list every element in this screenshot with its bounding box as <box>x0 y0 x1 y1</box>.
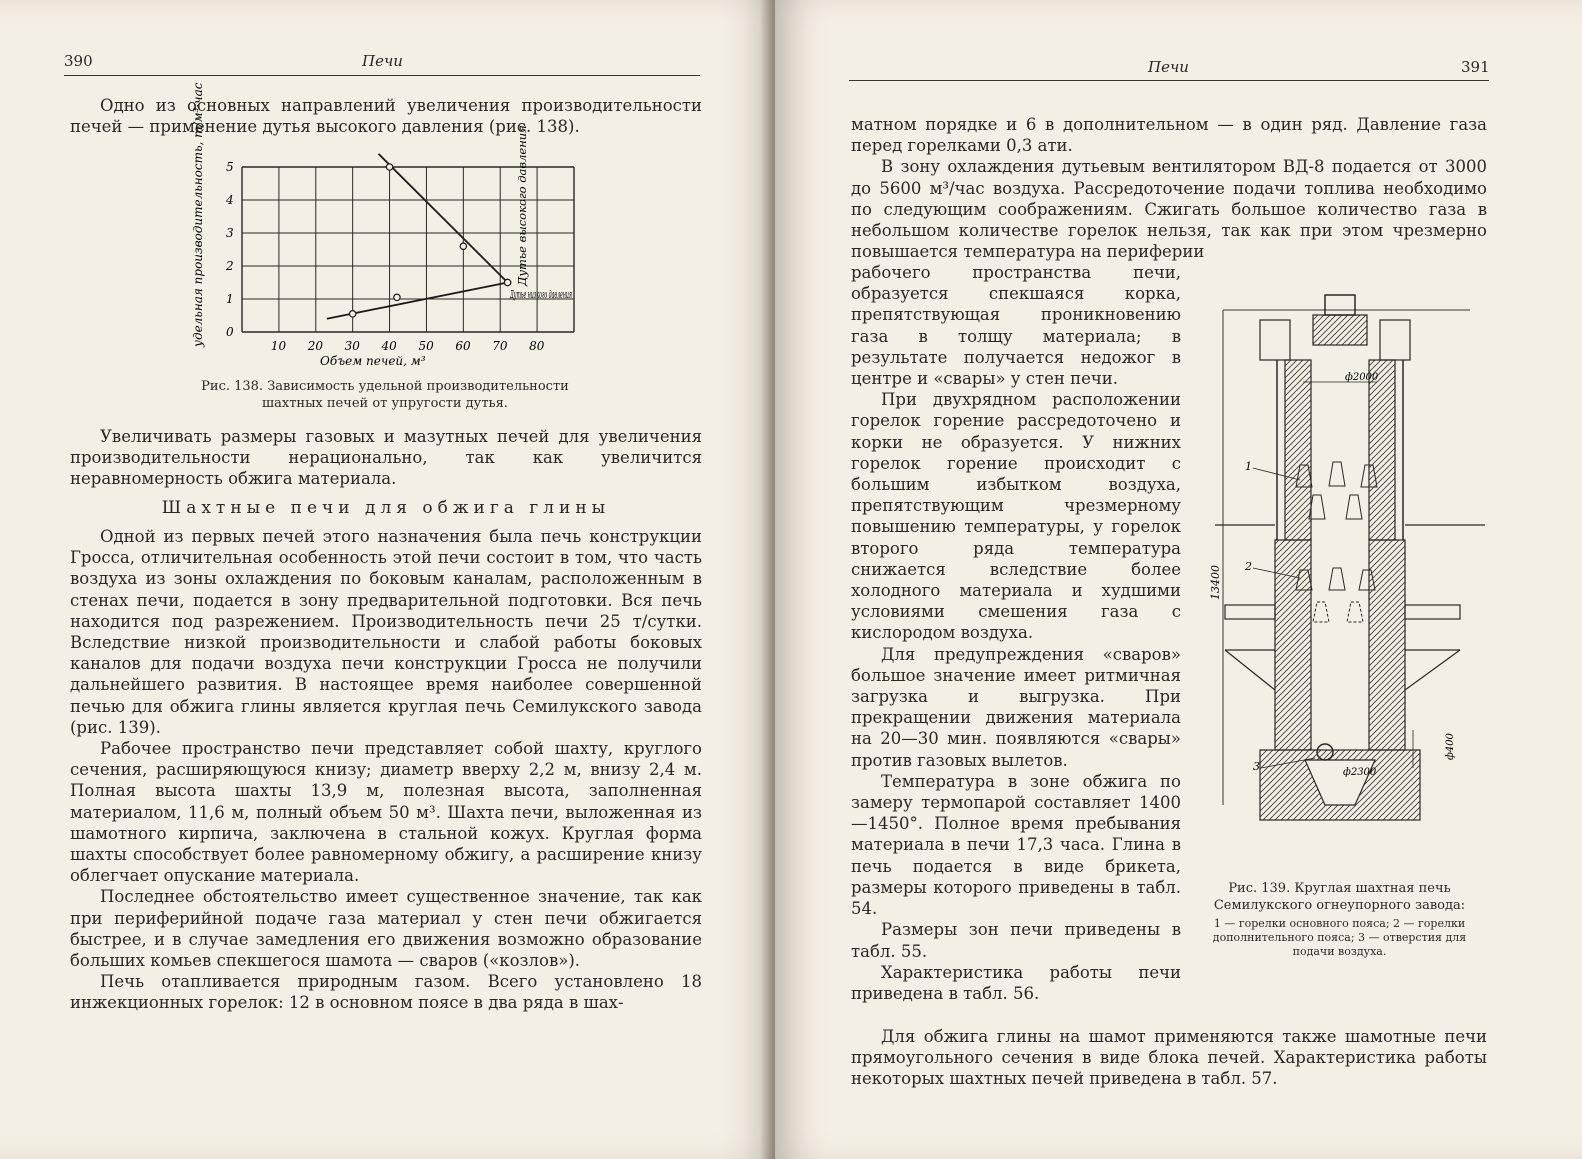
paragraph-continuation: матном порядке и 6 в дополнительном — в один ряд. Давление газа перед горелками 0,3 ати. <box>851 115 1487 156</box>
callout-3: 3 <box>1253 760 1260 773</box>
paragraph-cooling: В зону охлаждения дутьевым вентилятором ВД-8 подается от 3000 до 5600 м³/час воздуха. Рассредоточение подачи топлива необходимо по следующим соображениям. Сжигать большое количество газа в небольшом количестве горелок нельзя, так как при этом чрезмерно повышается температура на периферии <box>851 157 1487 262</box>
left-page <box>0 0 775 1159</box>
left-header-rule <box>64 75 700 76</box>
x-tick-label: 50 <box>418 339 434 353</box>
paragraph-temperature: Температура в зоне обжига по замеру термопарой составляет 1400—1450°. Полное время пребывания материала в печи 17,3 часа. Глина в печь подается в виде брикета, размеры которого приведены в табл. 54. <box>851 771 1181 919</box>
section-heading: Шахтные печи для обжига глины <box>161 498 611 518</box>
paragraph-two-row: При двухрядном расположении горелок горение рассредоточено и корки не образуется. У нижних горелок горение происходит с большим избытком воздуха, препятствующим чрезмерному повышению температуры, у горелок второго ряда температура снижается вследствие более холодного материала и худшими условиями смешения газа с кислородом воздуха. <box>851 390 1181 643</box>
series-label-high-text: Дутье высокого давления <box>515 125 529 286</box>
paragraph-final: Для обжига глины на шамот применяются также шамотные печи прямоугольного сечения в виде блока печей. Характеристика работы некоторых шахтных печей приведена в табл. 57. <box>851 1027 1487 1089</box>
paragraph-crust: рабочего пространства печи, образуется спекшаяся корка, препятствующая проникновению газа в толщу материала; в результате получается недожог в центре и «свары» у стен печи. <box>851 263 1181 389</box>
x-tick-label: 70 <box>492 339 508 353</box>
data-point <box>386 164 392 170</box>
right-running-title: Печи <box>1148 58 1189 76</box>
right-page <box>775 0 1582 1159</box>
right-running-head <box>775 58 1582 78</box>
figure-139-caption-main: Рис. 139. Круглая шахтная печь Семилукского огнеупорного завода: <box>1213 881 1466 913</box>
left-page-number: 390 <box>64 52 93 70</box>
right-page-number: 391 <box>1461 58 1490 76</box>
y-tick-label: 2 <box>226 259 234 273</box>
left-enlarge-paragraph: Увеличивать размеры газовых и мазутных печей для увеличения производительности нерационально, так как увеличится неравномерность обжига материала. <box>70 427 702 489</box>
y-tick-label: 5 <box>226 160 234 174</box>
paragraph-zones: Размеры зон печи приведены в табл. 55. <box>851 920 1181 961</box>
data-point <box>394 294 400 300</box>
left-body-text <box>70 526 702 1014</box>
chart-y-ticks <box>225 160 234 339</box>
callout-1: 1 <box>1245 460 1252 473</box>
x-tick-label: 40 <box>381 339 397 353</box>
y-tick-label: 0 <box>226 325 234 339</box>
x-tick-label: 10 <box>270 339 287 353</box>
x-tick-label: 20 <box>307 339 324 353</box>
dim-total-height: 13400 <box>1209 565 1222 600</box>
x-tick-label: 60 <box>455 339 471 353</box>
series-label-high <box>515 125 529 287</box>
dim-side-diameter: ф400 <box>1445 733 1456 760</box>
paragraph-prevent: Для предупреждения «сваров» большое значение имеет ритмичная загрузка и выгрузка. При прекращении движения материала на 20—30 мин. появляются «свары» против газовых вылетов. <box>851 644 1181 770</box>
right-top-text <box>851 114 1487 262</box>
chart-x-ticks <box>271 339 545 353</box>
figure-138-caption: Рис. 138. Зависимость удельной производительности шахтных печей от упругости дутья. <box>201 379 569 411</box>
chart-y-axis-label: удельная производительность, т/м³·час <box>191 82 205 347</box>
right-narrow-column <box>851 262 1181 1004</box>
paragraph-shaft: Рабочее пространство печи представляет собой шахту, круглого сечения, расширяющуюся книзу; диаметр вверху 2,2 м, внизу 2,4 м. Полная высота шахты 13,9 м, полезная высота, заполненная материалом, 11,6 м, полный объем 50 м³. Шахта печи, выложенная из шамотного кирпича, заключена в стальной кожух. Круглая форма шахты способствует более равномерному обжигу, а расширение книзу облегчает опускание материала. <box>70 739 702 886</box>
x-tick-label: 30 <box>344 339 360 353</box>
dim-bottom-diameter: ф2300 <box>1343 767 1377 778</box>
series-line-high-pressure <box>378 154 507 283</box>
right-header-rule <box>849 80 1489 81</box>
chart-x-axis-label: Объем печей, м³ <box>320 354 426 368</box>
series-label-low: Дутье низкого давления <box>509 288 572 301</box>
data-point <box>504 279 510 285</box>
chart-points <box>349 164 510 317</box>
data-point <box>349 311 355 317</box>
paragraph-characteristics: Характеристика работы печи приведена в табл. 56. <box>851 962 1181 1003</box>
y-tick-label: 4 <box>226 193 234 207</box>
y-tick-label: 3 <box>226 226 234 240</box>
paragraph-gas: Печь отапливается природным газом. Всего установлено 18 инжекционных горелок: 12 в основном поясе в два ряда в шах- <box>70 972 702 1013</box>
right-bottom-text <box>851 1026 1487 1090</box>
left-intro-paragraph: Одно из основных направлений увеличения производительности печей — применение дутья высокого давления (рис. 138). <box>70 96 702 137</box>
figure-139-caption <box>1207 880 1472 959</box>
figure-139-caption-legend: 1 — горелки основного пояса; 2 — горелки дополнительного пояса; 3 — отверстия для подачи воздуха. <box>1212 917 1467 958</box>
paragraph-gross: Одной из первых печей этого назначения была печь конструкции Гросса, отличительная особенность этой печи состоит в том, что часть воздуха из зоны охлаждения по боковым каналам, расположенным в стенах печи, подается в зону предварительной подготовки. Вся печь находится под разрежением. Производительность печи 25 т/сутки. Вследствие низкой производительности и слабой работы боковых каналов для подачи воздуха печи конструкции Гросса не получили дальнейшего развития. В настоящее время наиболее совершенной печью для обжига глины является круглая печь Семилукского завода (рис. 139). <box>70 527 702 737</box>
chart-lines <box>327 154 508 319</box>
left-running-head <box>0 52 775 72</box>
left-running-title: Печи <box>362 52 403 70</box>
dim-top-diameter: ф2000 <box>1345 372 1379 383</box>
callout-2: 2 <box>1245 560 1252 573</box>
data-point <box>460 243 466 249</box>
paragraph-last-circumstance: Последнее обстоятельство имеет существенное значение, так как при периферийной подаче газа материал у стен печи обжигается быстрее, и в случае замедления его движения возможно образование больших комьев спекшегося шамота — сваров («козлов»). <box>70 887 702 971</box>
x-tick-label: 80 <box>529 339 545 353</box>
y-tick-label: 1 <box>226 292 234 306</box>
figure-139-kiln-drawing <box>1205 290 1495 870</box>
